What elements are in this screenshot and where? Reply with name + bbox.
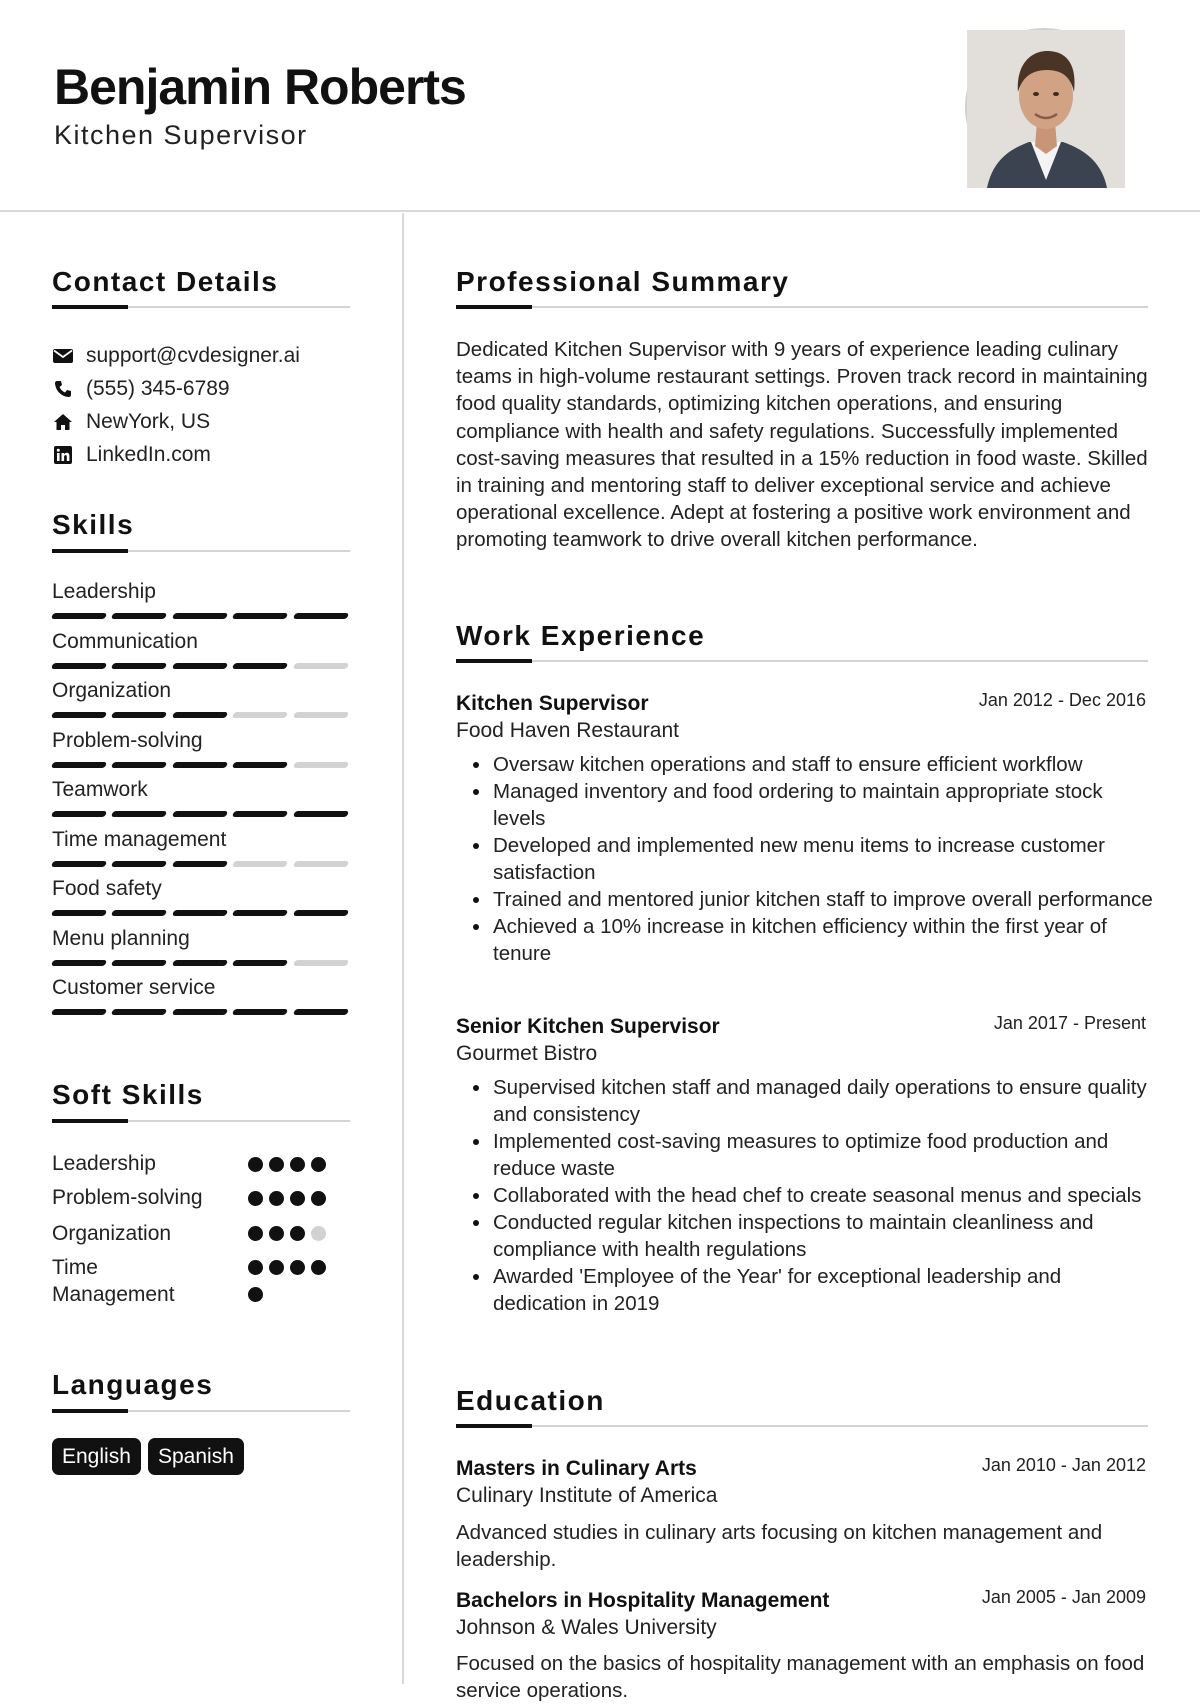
soft-skill-dot bbox=[248, 1226, 263, 1241]
skill-level-segment bbox=[111, 960, 168, 966]
job-bullet: Oversaw kitchen operations and staff to ensure efficient workflow bbox=[456, 751, 1156, 778]
home-icon bbox=[52, 411, 74, 433]
soft-skill-dot bbox=[290, 1157, 305, 1172]
skill-level-segment bbox=[293, 712, 350, 718]
education-section-title: Education bbox=[456, 1385, 605, 1416]
skill-level-segment bbox=[111, 762, 168, 768]
skill-level-segment bbox=[111, 811, 168, 817]
education-description: Advanced studies in culinary arts focusing on kitchen management and leadership. bbox=[456, 1521, 1103, 1571]
resume-header bbox=[0, 0, 1200, 212]
contact-location-text: NewYork, US bbox=[86, 410, 211, 433]
contact-linkedin-text: LinkedIn.com bbox=[86, 443, 211, 466]
education-degree: Bachelors in Hospitality Management bbox=[456, 1589, 830, 1612]
education-date: Jan 2010 - Jan 2012 bbox=[981, 1455, 1146, 1475]
skill-level-segment bbox=[51, 960, 108, 966]
job-bullet: Implemented cost-saving measures to optimize food production and reduce waste bbox=[456, 1128, 1156, 1182]
contact-phone[interactable] bbox=[52, 376, 230, 402]
skill-level-bar bbox=[52, 960, 348, 966]
job-bullet: Achieved a 10% increase in kitchen efficiency within the first year of tenure bbox=[456, 913, 1156, 967]
skill-level-segment bbox=[111, 613, 168, 619]
skill-level-segment bbox=[232, 613, 289, 619]
skill-level-bar bbox=[52, 910, 348, 916]
skill-label: Problem-solving bbox=[52, 729, 203, 752]
skill-level-segment bbox=[111, 1009, 168, 1015]
soft-skill-dot bbox=[311, 1157, 326, 1172]
skill-label: Organization bbox=[52, 679, 172, 702]
contact-email[interactable] bbox=[52, 343, 300, 369]
skill-level-segment bbox=[172, 712, 229, 718]
skill-level-segment bbox=[232, 762, 289, 768]
skill-label: Leadership bbox=[52, 580, 156, 603]
skill-level-segment bbox=[172, 613, 229, 619]
education-date: Jan 2005 - Jan 2009 bbox=[981, 1587, 1146, 1607]
skill-level-segment bbox=[111, 712, 168, 718]
education-section-rule bbox=[456, 1425, 1148, 1427]
experience-section-accent bbox=[456, 659, 532, 663]
skill-level-segment bbox=[172, 960, 229, 966]
language-badge-english: English bbox=[52, 1438, 141, 1475]
soft-skill-label: Leadership bbox=[52, 1152, 156, 1175]
soft-skill-dot bbox=[248, 1287, 263, 1302]
soft-skill-dot bbox=[311, 1260, 326, 1275]
education-school: Culinary Institute of America bbox=[456, 1484, 718, 1507]
soft-skill-dot-empty bbox=[311, 1226, 326, 1241]
soft-skills-section-accent bbox=[52, 1119, 128, 1123]
soft-skill-dot bbox=[290, 1226, 305, 1241]
job-date: Jan 2017 - Present bbox=[993, 1013, 1146, 1033]
skill-level-segment bbox=[232, 712, 289, 718]
skill-level-segment bbox=[51, 712, 108, 718]
skill-level-segment bbox=[232, 663, 289, 669]
skill-level-segment bbox=[232, 811, 289, 817]
envelope-icon bbox=[52, 345, 74, 367]
skill-level-segment bbox=[51, 861, 108, 867]
skill-level-bar bbox=[52, 861, 348, 867]
education-school: Johnson & Wales University bbox=[456, 1616, 717, 1639]
skill-label: Communication bbox=[52, 630, 198, 653]
soft-skill-dot bbox=[269, 1226, 284, 1241]
skill-level-bar bbox=[52, 762, 348, 768]
job-bullet: Collaborated with the head chef to create seasonal menus and specials bbox=[456, 1182, 1156, 1209]
experience-section-rule bbox=[456, 660, 1148, 662]
job-bullet: Managed inventory and food ordering to maintain appropriate stock levels bbox=[456, 778, 1156, 832]
soft-skill-dot bbox=[311, 1191, 326, 1206]
contact-section-title: Contact Details bbox=[52, 266, 279, 297]
skill-level-segment bbox=[111, 663, 168, 669]
skill-label: Teamwork bbox=[52, 778, 148, 801]
skill-level-segment bbox=[293, 960, 350, 966]
skill-level-segment bbox=[51, 910, 108, 916]
summary-section-accent bbox=[456, 305, 532, 309]
language-badge-spanish: Spanish bbox=[148, 1438, 244, 1475]
job-bullets bbox=[456, 751, 1156, 967]
skill-level-segment bbox=[232, 960, 289, 966]
person-portrait-icon bbox=[967, 30, 1125, 188]
soft-skill-dot bbox=[248, 1191, 263, 1206]
skill-level-segment bbox=[172, 762, 229, 768]
skill-level-bar bbox=[52, 613, 348, 619]
languages-section-title: Languages bbox=[52, 1369, 214, 1400]
skill-label: Menu planning bbox=[52, 927, 190, 950]
education-description: Focused on the basics of hospitality management with an emphasis on food service operations. bbox=[456, 1652, 1145, 1702]
job-company: Gourmet Bistro bbox=[456, 1042, 598, 1065]
skill-level-segment bbox=[293, 613, 350, 619]
skill-level-segment bbox=[172, 910, 229, 916]
skill-level-segment bbox=[232, 861, 289, 867]
education-section-accent bbox=[456, 1424, 532, 1428]
skill-level-segment bbox=[232, 1009, 289, 1015]
skill-level-segment bbox=[172, 663, 229, 669]
skill-level-segment bbox=[293, 811, 350, 817]
job-bullet: Awarded 'Employee of the Year' for exceptional leadership and dedication in 2019 bbox=[456, 1263, 1156, 1317]
job-bullet: Supervised kitchen staff and managed daily operations to ensure quality and consistency bbox=[456, 1074, 1156, 1128]
skill-level-bar bbox=[52, 1009, 348, 1015]
candidate-name: Benjamin Roberts bbox=[54, 59, 466, 115]
job-bullets bbox=[456, 1074, 1156, 1317]
skill-level-segment bbox=[111, 910, 168, 916]
soft-skill-dot bbox=[290, 1260, 305, 1275]
skill-level-segment bbox=[51, 1009, 108, 1015]
skill-level-segment bbox=[293, 1009, 350, 1015]
column-divider bbox=[402, 213, 404, 1684]
phone-icon bbox=[52, 378, 74, 400]
skill-level-bar bbox=[52, 811, 348, 817]
contact-section-accent bbox=[52, 305, 128, 309]
skill-label: Customer service bbox=[52, 976, 216, 999]
skill-level-segment bbox=[51, 811, 108, 817]
summary-text: Dedicated Kitchen Supervisor with 9 years of experience leading culinary teams in high-volume restaurant settings. Proven track record in maintaining food quality standards, optimizing kitchen operations, and ensuring compliance with health and safety regulations. Successfully implemented cost-saving measures that resulted in a 15% reduction in food waste. Skilled in training and mentoring staff to deliver exceptional service and achieve operational excellence. Adept at fostering a positive work environment and promoting teamwork to drive overall kitchen performance. bbox=[456, 338, 1148, 552]
contact-email-text: support@cvdesigner.ai bbox=[86, 344, 300, 367]
skill-level-segment bbox=[51, 762, 108, 768]
education-degree: Masters in Culinary Arts bbox=[456, 1457, 697, 1480]
job-bullet: Trained and mentored junior kitchen staff to improve overall performance bbox=[456, 886, 1156, 913]
summary-section-rule bbox=[456, 306, 1148, 308]
job-title: Kitchen Supervisor bbox=[456, 692, 649, 715]
skill-level-bar bbox=[52, 663, 348, 669]
soft-skill-dot bbox=[248, 1157, 263, 1172]
experience-section-title: Work Experience bbox=[456, 620, 706, 651]
soft-skill-dot bbox=[269, 1260, 284, 1275]
job-company: Food Haven Restaurant bbox=[456, 719, 679, 742]
soft-skills-section-title: Soft Skills bbox=[52, 1079, 204, 1110]
job-bullet: Conducted regular kitchen inspections to maintain cleanliness and compliance with health regulations bbox=[456, 1209, 1156, 1263]
skill-level-segment bbox=[293, 663, 350, 669]
soft-skill-label: Organization bbox=[52, 1222, 172, 1245]
candidate-role: Kitchen Supervisor bbox=[54, 120, 308, 150]
skill-level-segment bbox=[172, 1009, 229, 1015]
job-date: Jan 2012 - Dec 2016 bbox=[978, 690, 1146, 710]
skill-level-segment bbox=[172, 811, 229, 817]
soft-skill-label: Problem-solving bbox=[52, 1186, 203, 1209]
profile-photo bbox=[965, 28, 1123, 186]
skill-label: Food safety bbox=[52, 877, 162, 900]
job-title: Senior Kitchen Supervisor bbox=[456, 1015, 720, 1038]
skill-level-segment bbox=[172, 861, 229, 867]
soft-skill-dot bbox=[290, 1191, 305, 1206]
skill-level-segment bbox=[293, 762, 350, 768]
contact-linkedin[interactable] bbox=[52, 442, 211, 468]
skill-level-bar bbox=[52, 712, 348, 718]
linkedin-icon bbox=[52, 444, 74, 466]
languages-section-accent bbox=[52, 1409, 128, 1413]
skill-level-segment bbox=[51, 663, 108, 669]
skill-level-segment bbox=[232, 910, 289, 916]
skill-level-segment bbox=[111, 861, 168, 867]
skill-label: Time management bbox=[52, 828, 227, 851]
soft-skill-dot bbox=[269, 1191, 284, 1206]
skill-level-segment bbox=[293, 910, 350, 916]
summary-section-title: Professional Summary bbox=[456, 266, 790, 297]
skill-level-segment bbox=[293, 861, 350, 867]
soft-skill-label: Time Management bbox=[52, 1256, 175, 1306]
soft-skill-dot bbox=[269, 1157, 284, 1172]
contact-phone-text: (555) 345-6789 bbox=[86, 377, 230, 400]
skills-section-title: Skills bbox=[52, 509, 135, 540]
skill-level-segment bbox=[51, 613, 108, 619]
contact-location bbox=[52, 409, 210, 435]
skills-section-accent bbox=[52, 549, 128, 553]
soft-skill-dot bbox=[248, 1260, 263, 1275]
job-bullet: Developed and implemented new menu items to increase customer satisfaction bbox=[456, 832, 1156, 886]
